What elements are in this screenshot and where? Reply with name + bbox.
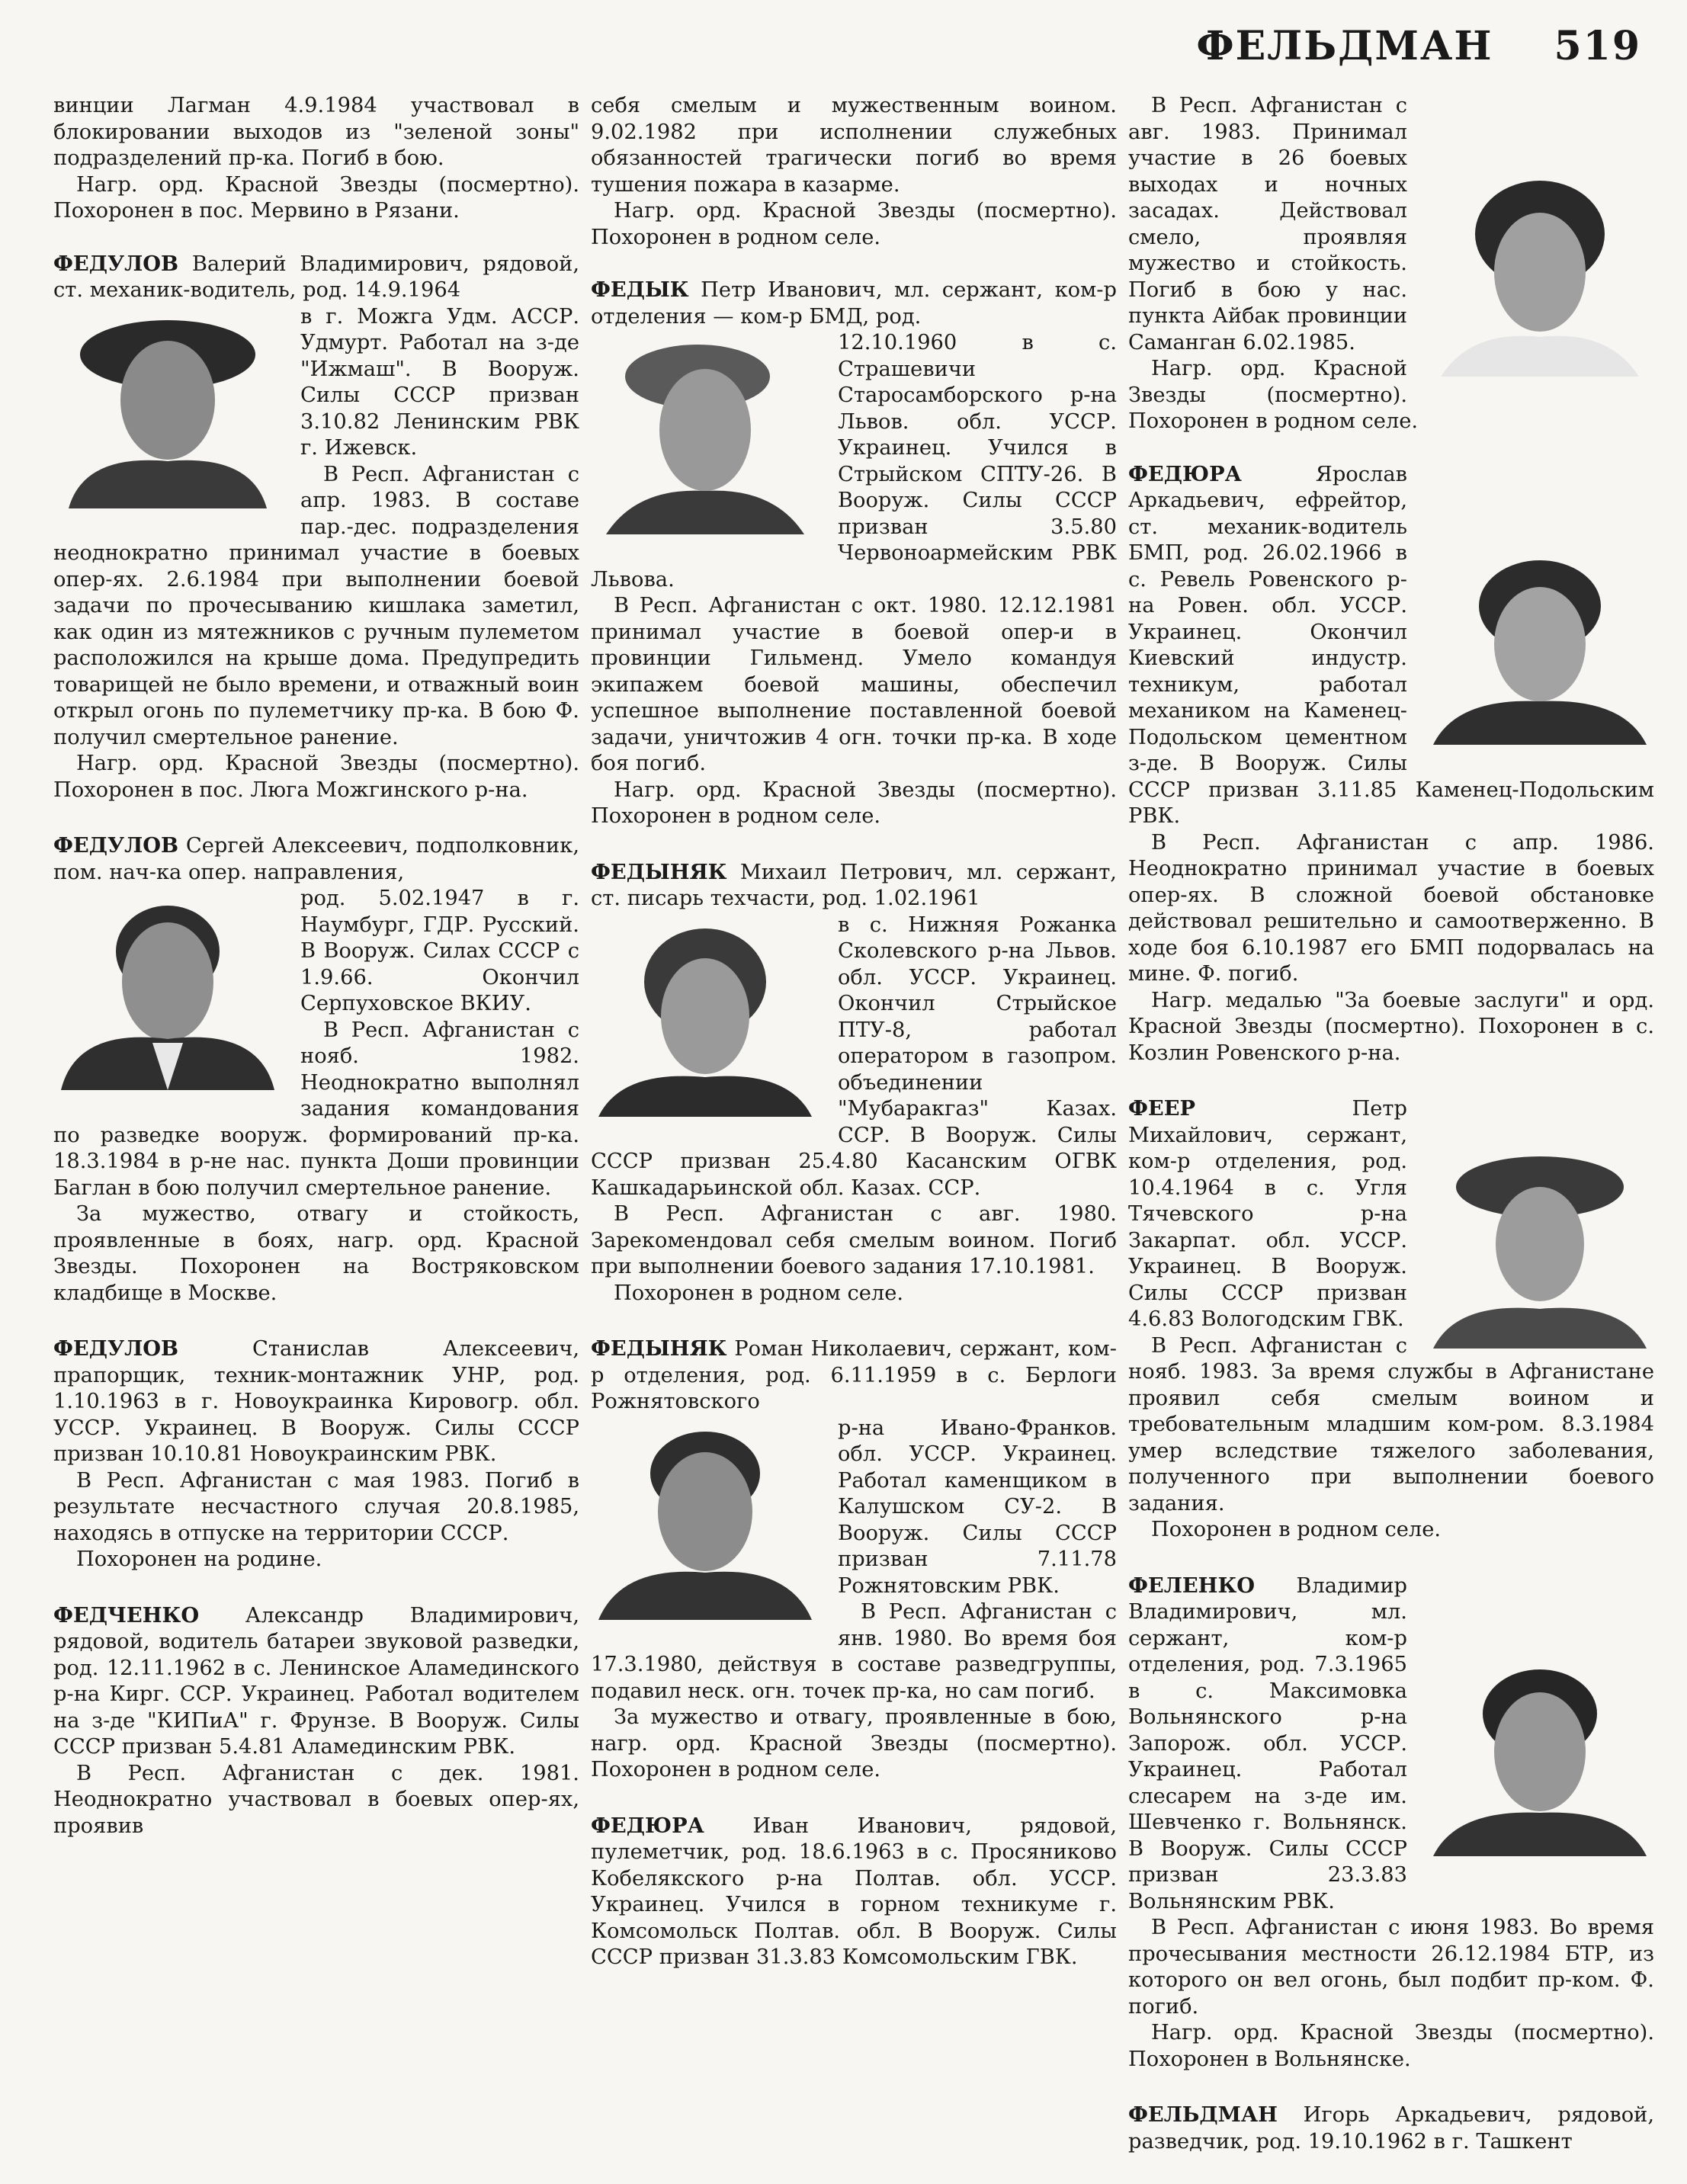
entry-surname: ФЕЕР [1128,1096,1196,1121]
entry-continuation [591,93,1117,251]
entry-fedulov-sergey [53,832,579,1307]
entry-lead: Петр Михайлович, сержант, ком-р отделения, род. 10.4.1964 в с. Угля Тячевского р-на Закарпат. обл. УССР. Украинец. В Вооруж. Силы СССР призван 4.6.83 Вологодским ГВК. [1128,1097,1407,1331]
paragraph: За мужество и отвагу, проявленные в бою, нагр. орд. Красной Звезды (посмертно). Похоронен в родном селе. [591,1705,1117,1782]
entry-feer-petr [1128,1095,1654,1544]
running-title: ФЕЛЬДМАН [1196,23,1493,69]
entry-lead: Валерий Владимирович, рядовой, ст. механик-водитель, род. 14.9.1964 [53,252,579,302]
column-3 [1128,93,1654,2184]
entry-surname: ФЕДЮРА [591,1813,704,1838]
entry-surname: ФЕДЮРА [1128,461,1242,486]
entry-lead: Ярослав Аркадьевич, ефрейтор, ст. механик-водитель БМП, род. 26.02.1966 в с. Ревель Ровенского р-на Ровен. обл. УССР. Украинец. Окончил Киевский индустр. техникум, работал механиком на Каменец-Подольском цементном з-де. В Вооруж. Силы СССР призван 3.11.85 Каменец-Подольским РВК. [1128,462,1654,828]
paragraph: Похоронен в родном селе. [1151,1518,1442,1541]
paragraph: род. 5.02.1947 в г. Наумбург, ГДР. Русский. В Вооруж. Силах СССР с 1.9.66. Окончил Серпуховское ВКИУ. [300,887,579,1015]
entry-fedyura-yaroslav [1128,461,1654,1067]
entry-fedchenko-aleksandr [53,1602,579,1840]
entry-lead: Петр Иванович, мл. сержант, ком-р отделения — ком-р БМД, род. [591,278,1117,329]
entry-surname: ФЕДУЛОВ [53,1336,179,1361]
paragraph: В Респ. Афганистан с янв. 1980. Во время боя 17.3.1980, действуя в составе разведгруппы, подавил неск. огн. точек пр-ка, но сам погиб. [591,1600,1117,1703]
entry-lead: Игорь Аркадьевич, рядовой, разведчик, род. 19.10.1962 в г. Ташкент [1128,2103,1654,2154]
paragraph: В Респ. Афганистан с июня 1983. Во время прочесывания местности 26.12.1984 БТР, из которого он вел огонь, был подбит пр-ком. Ф. погиб. [1128,1916,1654,2019]
entry-fedynyak-roman [591,1336,1117,1784]
portrait-photo [1426,1149,1654,1349]
entry-surname: ФЕЛЬДМАН [1128,2102,1278,2127]
paragraph: в с. Нижняя Рожанка Сколевского р-на Львов. обл. УССР. Украинец. Окончил Стрыйское ПТУ-8, работал оператором в газопром. объединении "Мубаракгаз" Казах. ССР. В Вооруж. Силы СССР призван 25.4.80 Касанским ОГВК Кашкадарьинской обл. Казах. ССР. [591,912,1117,1200]
paragraph: Нагр. медалью "За боевые заслуги" и орд. Красной Звезды (посмертно). Похоронен в с. Козлин Ровенского р-на. [1128,988,1654,1065]
entry-lead: Станислав Алексеевич, прапорщик, техник-монтажник УНР, род. 1.10.1963 в г. Новоукраинка Кировогр. обл. УССР. Украинец. В Вооруж. Силы СССР призван 10.10.81 Новоукраинским РВК. [53,1337,579,1466]
paragraph: Нагр. орд. Красной Звезды (посмертно). Похоронен в пос. Мервино в Рязани. [53,172,579,223]
column-2 [591,93,1117,2000]
entry-felenko-vladimir [1128,1573,1654,2073]
portrait-photo [53,309,282,508]
paragraph: В Респ. Афганистан с мая 1983. Погиб в результате несчастного случая 20.8.1985, находясь в отпуске на территории СССР. [53,1468,579,1545]
entry-surname: ФЕДЫК [591,277,689,302]
entry-feldman-igor [1128,2102,1654,2155]
entry-lead: Владимир Владимирович, мл. сержант, ком-р отделения, род. 7.3.1965 в с. Максимовка Вольнянского р-на Запорож. обл. УССР. Украинец. Работал слесарем на з-де им. Шевченко г. Вольнянск. В Вооруж. Силы СССР призван 23.3.83 Вольнянским РВК. [1128,1573,1407,1913]
paragraph: Нагр. орд. Красной Звезды (посмертно). Похоронен в родном селе. [591,778,1117,828]
paragraph: Нагр. орд. Красной Звезды (посмертно). Похоронен в родном селе. [1128,357,1419,433]
entry-surname: ФЕДУЛОВ [53,251,179,276]
paragraph: В Респ. Афганистан с апр. 1983. В составе пар.-дес. подразделения неоднократно принимал участие в боевых опер-ях. 2.6.1984 при выполнении боевой задачи по прочесыванию кишлака заметил, как один из мятежников с ручным пулеметом расположился на крыше дома. Предупредить товарищей не было времени, и отважный воин открыл огонь по пулеметчику пр-ка. В бою Ф. получил смертельное ранение. [53,462,579,749]
paragraph: В Респ. Афганистан с нояб. 1983. За время службы в Афганистане проявил себя смелым воином и требовательным младшим ком-ром. 8.3.1984 умер вследствие тяжелого заболевания, полученного при выполнении боевого задания. [1128,1333,1654,1515]
paragraph: 12.10.1960 в с. Страшевичи Старосамборского р-на Львов. обл. УССР. Украинец. Учился в Стрыйском СПТУ-26. В Вооруж. Силы СССР призван 3.5.80 Червоноармейским РВК Львова. [591,331,1117,592]
entry-surname: ФЕДУЛОВ [53,833,179,858]
portrait-photo [591,335,819,534]
entry-lead: Сергей Алексеевич, подполковник, пом. нач-ка опер. направления, [53,834,579,884]
entry-lead: Иван Иванович, рядовой, пулеметчик, род. 18.6.1963 в с. Просяниково Кобелякского р-на Полтав. обл. УССР. Украинец. Учился в горном техникуме г. Комсомольск Полтав. обл. В Вооруж. Силы СССР призван 31.3.83 Комсомольским ГВК. [591,1814,1117,1969]
entry-continuation [53,93,579,225]
column-1 [53,93,579,1868]
entry-continuation [1128,93,1654,435]
paragraph: Похоронен на родине. [76,1547,322,1571]
paragraph: винции Лагман 4.9.1984 участвовал в блокировании выходов из "зеленой зоны" подразделений пр-ка. Погиб в бою. [53,94,579,170]
paragraph: в г. Можга Удм. АССР. Удмурт. Работал на з-де "Ижмаш". В Вооруж. Силы СССР призван 3.10.82 Ленинским РВК г. Ижевск. [300,304,579,460]
running-header [1196,23,1641,69]
portrait-photo [1426,1656,1654,1856]
paragraph: В Респ. Афганистан с авг. 1983. Принимал участие в 26 боевых выходах и ночных засадах. Действовал смело, проявляя мужество и стойкость. Погиб в бою у нас. пункта Айбак провинции Саманган 6.02.1985. [1128,94,1407,354]
entry-fedyura-ivan [591,1813,1117,1971]
page-number: 519 [1554,23,1641,69]
portrait-photo [591,917,819,1117]
paragraph: В Респ. Афганистан с апр. 1986. Неоднократно принимал участие в боевых опер-ях. В сложной боевой обстановке действовал решительно и самоотверженно. В ходе боя 6.10.1987 его БМП подорвалась на мине. Ф. погиб. [1128,830,1654,986]
paragraph: В Респ. Афганистан с окт. 1980. 12.12.1981 принимал участие в боевой опер-и в провинции Гильменд. Умело командуя экипажем боевой машины, обеспечил успешное выполнение поставленной боевой задачи, уничтожив 4 огн. точки пр-ка. В ходе боя погиб. [591,594,1117,775]
paragraph: Нагр. орд. Красной Звезды (посмертно). Похоронен в Вольнянске. [1128,2021,1654,2071]
paragraph: себя смелым и мужественным воином. 9.02.1982 при исполнении служебных обязанностей трагически погиб во время тушения пожара в казарме. [591,94,1117,197]
entry-fedulov-stanislav [53,1336,579,1573]
paragraph: В Респ. Афганистан с авг. 1980. Зарекомендовал себя смелым воином. Погиб при выполнении боевого задания 17.10.1981. [591,1202,1117,1278]
paragraph: р-на Ивано-Франков. обл. УССР. Украинец. Работал каменщиком в Калушском СУ-2. В Вооруж. Силы СССР призван 7.11.78 Рожнятовским РВК. [838,1416,1117,1598]
paragraph: За мужество, отвагу и стойкость, проявленные в боях, нагр. орд. Красной Звезды. Похоронен на Востряковском кладбище в Москве. [53,1202,579,1305]
entry-fedulov-valeriy [53,251,579,804]
entry-surname: ФЕДЫНЯК [591,859,727,884]
entry-lead: Роман Николаевич, сержант, ком-р отделения, род. 6.11.1959 в с. Берлоги Рожнятовского [591,1337,1117,1413]
portrait-photo [1426,545,1654,745]
paragraph: Нагр. орд. Красной Звезды (посмертно). Похоронен в родном селе. [591,199,1117,249]
paragraph: В Респ. Афганистан с нояб. 1982. Неоднократно выполнял задания командования по разведке вооруж. формирований пр-ка. 18.3.1984 в р-не нас. пункта Доши провинции Баглан в бою получил смертельное ранение. [53,1018,579,1200]
entry-fedynyak-mikhail [591,859,1117,1307]
paragraph: В Респ. Афганистан с дек. 1981. Неоднократно участвовал в боевых опер-ях, проявив [53,1761,579,1838]
paragraph: Похоронен в родном селе. [614,1281,904,1305]
entry-fedyk-petr [591,277,1117,830]
entry-lead: Михаил Петрович, мл. сержант, ст. писарь техчасти, род. 1.02.1961 [591,860,1117,910]
portrait-photo [591,1420,819,1620]
paragraph: Нагр. орд. Красной Звезды (посмертно). Похоронен в пос. Люга Можгинского р-на. [53,752,579,802]
portrait-photo [1426,177,1654,377]
entry-surname: ФЕЛЕНКО [1128,1573,1256,1598]
entry-surname: ФЕДЫНЯК [591,1336,727,1361]
portrait-photo [53,890,282,1090]
entry-lead: Александр Владимирович, рядовой, водитель батареи звуковой разведки, род. 12.11.1962 в с. Ленинское Аламединского р-на Кирг. ССР. Украинец. Работал водителем на з-де "КИПиА" г. Фрунзе. В Вооруж. Силы СССР призван 5.4.81 Аламединским РВК. [53,1603,579,1759]
entry-surname: ФЕДЧЕНКО [53,1602,200,1628]
